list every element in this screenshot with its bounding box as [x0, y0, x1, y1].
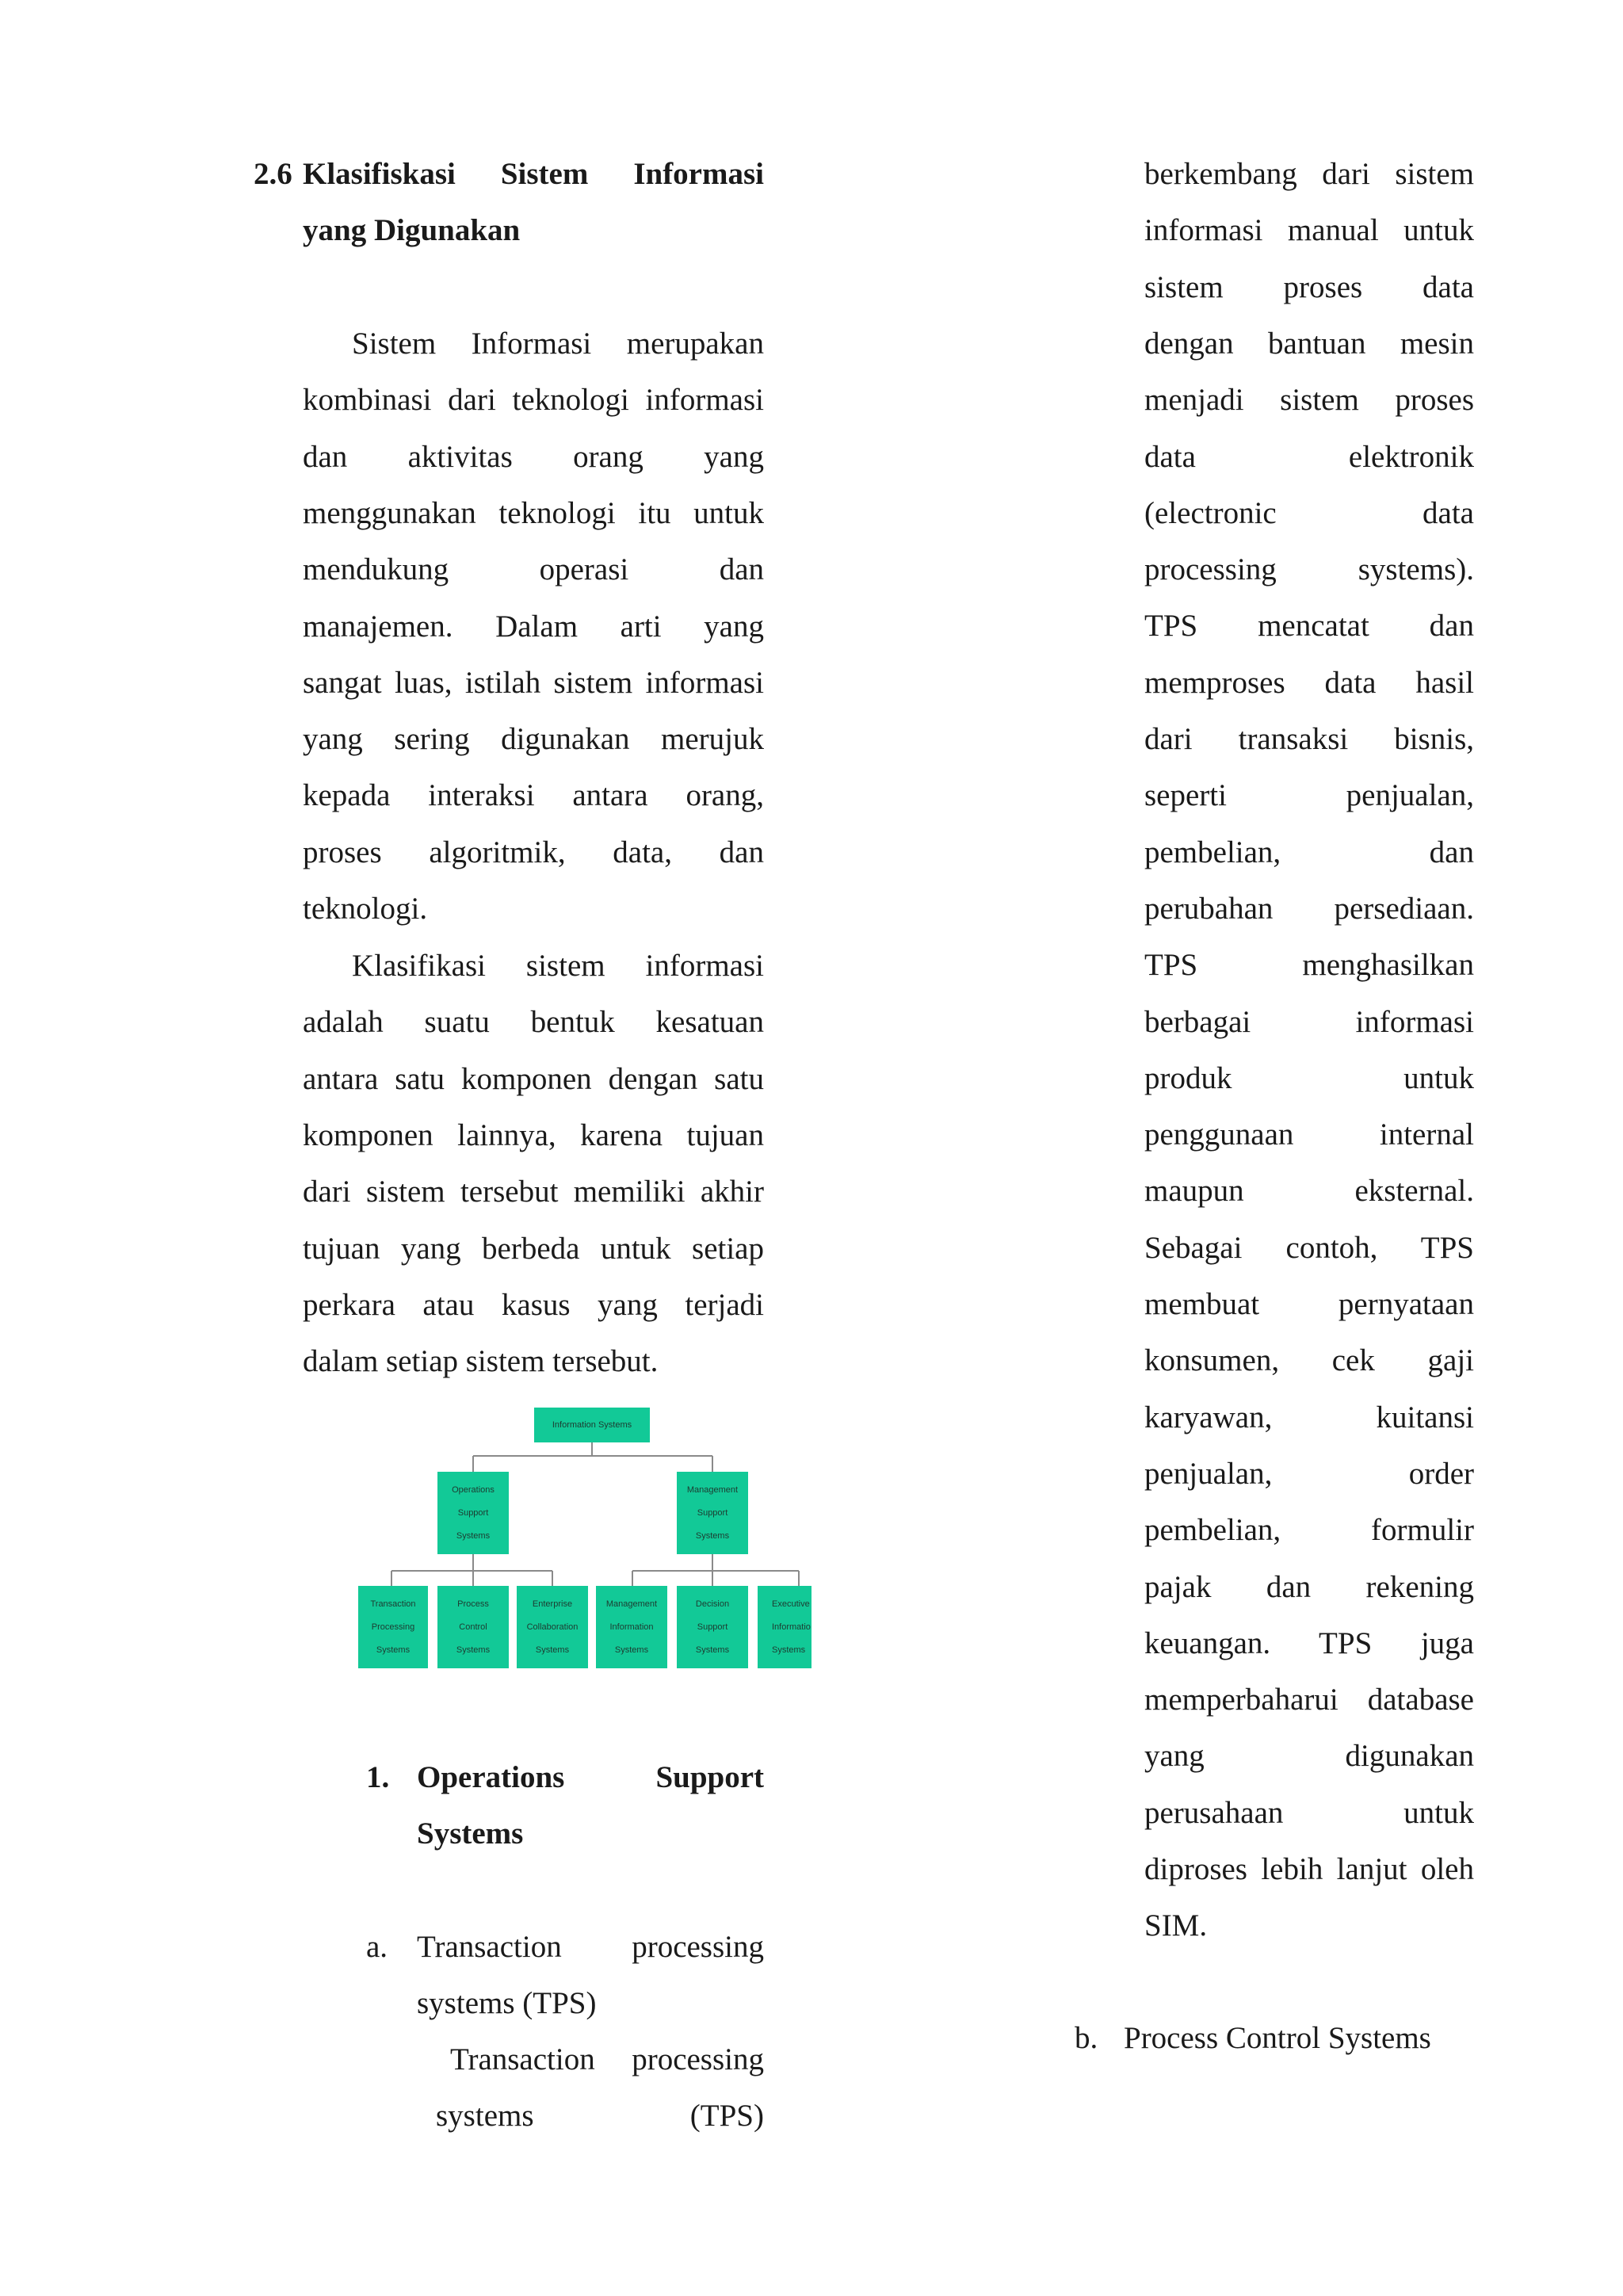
section-title-line1 [303, 146, 764, 203]
text-line: perubahan persediaan. [1144, 892, 1474, 926]
text-line: sistem proses data [1144, 270, 1474, 304]
text-line: maupun eksternal. [1144, 1174, 1474, 1208]
text-line: antara satu komponen dengan satu [303, 1062, 764, 1096]
text-line: membuat pernyataan [1144, 1287, 1474, 1321]
item-a-line: Transaction processing [450, 2042, 764, 2076]
text-line: perkara atau kasus yang terjadi [303, 1288, 764, 1322]
diagram-box-label: Systems [772, 1645, 806, 1655]
diagram-box-management-information-systems [596, 1586, 667, 1668]
diagram-box-label: Collaboration [526, 1622, 579, 1632]
text-line: menggunakan teknologi itu untuk [303, 496, 764, 530]
diagram-box-operations-support-systems [437, 1472, 509, 1554]
text-line: data elektronik [1144, 440, 1474, 474]
diagram-box-management-support-systems [677, 1472, 748, 1554]
diagram-box-label: Support [697, 1507, 728, 1518]
text-line: konsumen, cek gaji [1144, 1343, 1474, 1377]
section-title-word: Sistem [500, 157, 589, 191]
text-line: menjadi sistem proses [1144, 383, 1474, 417]
text-line: dalam setiap sistem tersebut. [303, 1344, 659, 1378]
diagram-box-label: Operations [452, 1484, 495, 1495]
text-line: SIM. [1144, 1908, 1208, 1943]
item-b-marker: b. [1075, 2021, 1098, 2055]
text-line: memproses data hasil [1144, 666, 1474, 700]
diagram-box-label: Systems [695, 1530, 730, 1541]
text-line: dari sistem tersebut memiliki akhir [303, 1175, 764, 1209]
subheading-line2: Systems [417, 1817, 524, 1851]
text-line: berbagai informasi [1144, 1005, 1474, 1039]
item-a-line: systems (TPS) [436, 2099, 764, 2133]
text-line: tujuan yang berbeda untuk setiap [303, 1232, 764, 1266]
text-line: TPS mencatat dan [1144, 609, 1474, 643]
text-line: (electronic data [1144, 496, 1474, 530]
diagram-box-process-control-systems [437, 1586, 509, 1668]
item-a-marker: a. [366, 1930, 388, 1964]
text-line: kombinasi dari teknologi informasi [303, 383, 764, 417]
text-line: teknologi. [303, 892, 428, 926]
text-line: pajak dan rekening [1144, 1570, 1474, 1604]
diagram-box-label: Management [605, 1599, 658, 1609]
text-line: perusahaan untuk [1144, 1796, 1474, 1830]
text-line: komponen lainnya, karena tujuan [303, 1118, 764, 1152]
text-line: memperbaharui database [1144, 1683, 1474, 1717]
diagram-box-label: Informatio [772, 1622, 811, 1632]
text-line: TPS menghasilkan [1144, 948, 1474, 982]
diagram-box-label: Management [686, 1484, 739, 1495]
text-line: dan aktivitas orang yang [303, 440, 764, 474]
diagram-box-label: Transaction [370, 1599, 416, 1609]
text-line: dengan bantuan mesin [1144, 327, 1474, 361]
text-line: informasi manual untuk [1144, 213, 1474, 247]
diagram-box-executive-information-systems [758, 1586, 812, 1668]
text-line: keuangan. TPS juga [1144, 1626, 1474, 1660]
section-title-word: Informasi [633, 157, 764, 191]
diagram-box-label: Systems [456, 1645, 491, 1655]
diagram-box-label: Support [457, 1507, 489, 1518]
text-line: Sebagai contoh, TPS [1144, 1231, 1474, 1265]
section-title-word: Klasifiskasi [303, 157, 456, 191]
diagram-box-label: Information [609, 1622, 654, 1632]
item-a-line: systems (TPS) [417, 1986, 597, 2020]
diagram-box-label: Systems [456, 1530, 491, 1541]
text-line: karyawan, kuitansi [1144, 1400, 1474, 1435]
diagram-box-label: Process [457, 1599, 489, 1609]
section-title-line2: yang Digunakan [303, 213, 521, 247]
text-line: processing systems). [1144, 552, 1474, 586]
diagram-box-transaction-processing-systems [358, 1586, 428, 1668]
diagram-box-label: Enterprise [532, 1599, 573, 1609]
diagram-box-label: Systems [535, 1645, 570, 1655]
subheading-line1 [417, 1749, 764, 1806]
text-line: Sistem Informasi merupakan [352, 327, 764, 361]
diagram-box-label: Control [459, 1622, 487, 1632]
subheading-word: Operations [417, 1760, 565, 1794]
text-line: dari transaksi bisnis, [1144, 722, 1474, 756]
diagram-box-information-systems [534, 1408, 650, 1442]
text-line: mendukung operasi dan [303, 552, 764, 586]
diagram-box-label: Systems [376, 1645, 411, 1655]
text-line: berkembang dari sistem [1144, 157, 1474, 191]
information-systems-diagram [355, 1404, 815, 1674]
item-a-line: Transaction processing [417, 1930, 764, 1964]
diagram-box-label: Support [697, 1622, 728, 1632]
text-line: Klasifikasi sistem informasi [352, 949, 764, 983]
diagram-box-label: Executive [772, 1599, 810, 1609]
section-number: 2.6 [254, 157, 292, 191]
text-line: yang sering digunakan merujuk [303, 722, 764, 756]
item-b-text: Process Control Systems [1124, 2021, 1431, 2055]
diagram-box-label: Information Systems [552, 1419, 632, 1430]
diagram-box-label: Processing [371, 1622, 415, 1632]
text-line: adalah suatu bentuk kesatuan [303, 1005, 764, 1039]
text-line: yang digunakan [1144, 1739, 1474, 1773]
text-line: manajemen. Dalam arti yang [303, 609, 764, 644]
diagram-box-label: Systems [614, 1645, 649, 1655]
text-line: penjualan, order [1144, 1457, 1474, 1491]
text-line: penggunaan internal [1144, 1117, 1474, 1152]
text-line: produk untuk [1144, 1061, 1474, 1095]
text-line: diproses lebih lanjut oleh [1144, 1852, 1474, 1886]
text-line: proses algoritmik, data, dan [303, 835, 764, 869]
diagram-box-decision-support-systems [677, 1586, 748, 1668]
text-line: pembelian, formulir [1144, 1513, 1474, 1547]
text-line: kepada interaksi antara orang, [303, 778, 764, 812]
text-line: seperti penjualan, [1144, 778, 1474, 812]
subheading-number: 1. [366, 1760, 390, 1794]
text-line: sangat luas, istilah sistem informasi [303, 666, 764, 700]
diagram-box-label: Systems [695, 1645, 730, 1655]
diagram-box-label: Decision [695, 1599, 730, 1609]
subheading-word: Support [655, 1760, 764, 1794]
diagram-box-enterprise-collaboration-systems [517, 1586, 588, 1668]
text-line: pembelian, dan [1144, 835, 1474, 869]
